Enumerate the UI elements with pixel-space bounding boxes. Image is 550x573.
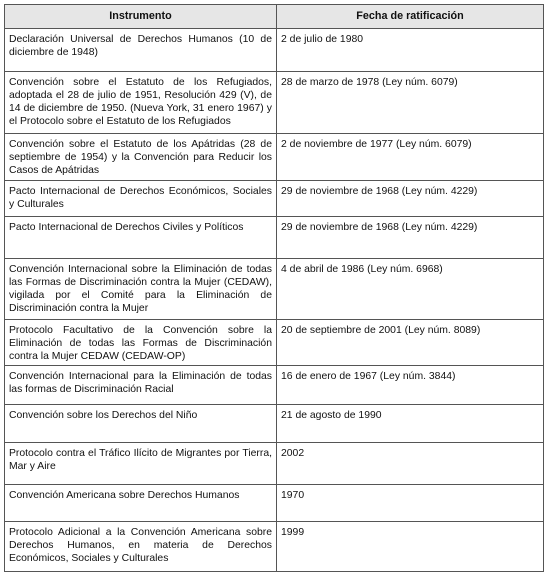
ratification-date-cell: 2 de julio de 1980 bbox=[277, 29, 544, 72]
instrument-cell: Convención sobre los Derechos del Niño bbox=[5, 405, 277, 443]
table-row bbox=[5, 217, 544, 259]
instrument-cell: Convención Americana sobre Derechos Humanos bbox=[5, 485, 277, 522]
table-row bbox=[5, 72, 544, 134]
ratification-date-cell: 20 de septiembre de 2001 (Ley núm. 8089) bbox=[277, 320, 544, 366]
ratification-date-cell: 1970 bbox=[277, 485, 544, 522]
ratification-date-cell: 2002 bbox=[277, 443, 544, 485]
instrument-cell: Pacto Internacional de Derechos Civiles y Políticos bbox=[5, 217, 277, 259]
header-fecha: Fecha de ratificación bbox=[277, 5, 544, 29]
table-row bbox=[5, 259, 544, 320]
instrument-cell: Protocolo Facultativo de la Convención sobre la Eliminación de todas las Formas de Discriminación contra la Mujer CEDAW (CEDAW-OP) bbox=[5, 320, 277, 366]
ratification-date-cell: 28 de marzo de 1978 (Ley núm. 6079) bbox=[277, 72, 544, 134]
ratification-table bbox=[4, 4, 544, 572]
instrument-cell: Convención Internacional para la Eliminación de todas las formas de Discriminación Racial bbox=[5, 366, 277, 405]
table-row bbox=[5, 485, 544, 522]
ratification-date-cell: 4 de abril de 1986 (Ley núm. 6968) bbox=[277, 259, 544, 320]
ratification-date-cell: 29 de noviembre de 1968 (Ley núm. 4229) bbox=[277, 181, 544, 217]
table-row bbox=[5, 443, 544, 485]
table-row bbox=[5, 522, 544, 572]
ratification-date-cell: 2 de noviembre de 1977 (Ley núm. 6079) bbox=[277, 134, 544, 181]
instrument-cell: Protocolo Adicional a la Convención Americana sobre Derechos Humanos, en materia de Derechos Económicos, Sociales y Culturales bbox=[5, 522, 277, 572]
table-row bbox=[5, 134, 544, 181]
instrument-cell: Protocolo contra el Tráfico Ilícito de Migrantes por Tierra, Mar y Aire bbox=[5, 443, 277, 485]
ratification-date-cell: 1999 bbox=[277, 522, 544, 572]
instrument-cell: Convención sobre el Estatuto de los Apátridas (28 de septiembre de 1954) y la Convención para Reducir los Casos de Apátridas bbox=[5, 134, 277, 181]
instrument-cell: Declaración Universal de Derechos Humanos (10 de diciembre de 1948) bbox=[5, 29, 277, 72]
ratification-date-cell: 21 de agosto de 1990 bbox=[277, 405, 544, 443]
table-row bbox=[5, 29, 544, 72]
ratification-date-cell: 16 de enero de 1967 (Ley núm. 3844) bbox=[277, 366, 544, 405]
table-row bbox=[5, 405, 544, 443]
table-row bbox=[5, 320, 544, 366]
table-row bbox=[5, 181, 544, 217]
ratification-date-cell: 29 de noviembre de 1968 (Ley núm. 4229) bbox=[277, 217, 544, 259]
table-row bbox=[5, 366, 544, 405]
instrument-cell: Convención Internacional sobre la Eliminación de todas las Formas de Discriminación contra la Mujer (CEDAW), vigilada por el Comité para la Eliminación de Discriminación contra la Mujer bbox=[5, 259, 277, 320]
instrument-cell: Convención sobre el Estatuto de los Refugiados, adoptada el 28 de julio de 1951, Resolución 429 (V), de 14 de diciembre de 1950. (Nueva York, 31 enero 1967) y el Protocolo sobre el Estatuto de los Refugiados bbox=[5, 72, 277, 134]
header-instrumento: Instrumento bbox=[5, 5, 277, 29]
header-row bbox=[5, 5, 544, 29]
instrument-cell: Pacto Internacional de Derechos Económicos, Sociales y Culturales bbox=[5, 181, 277, 217]
